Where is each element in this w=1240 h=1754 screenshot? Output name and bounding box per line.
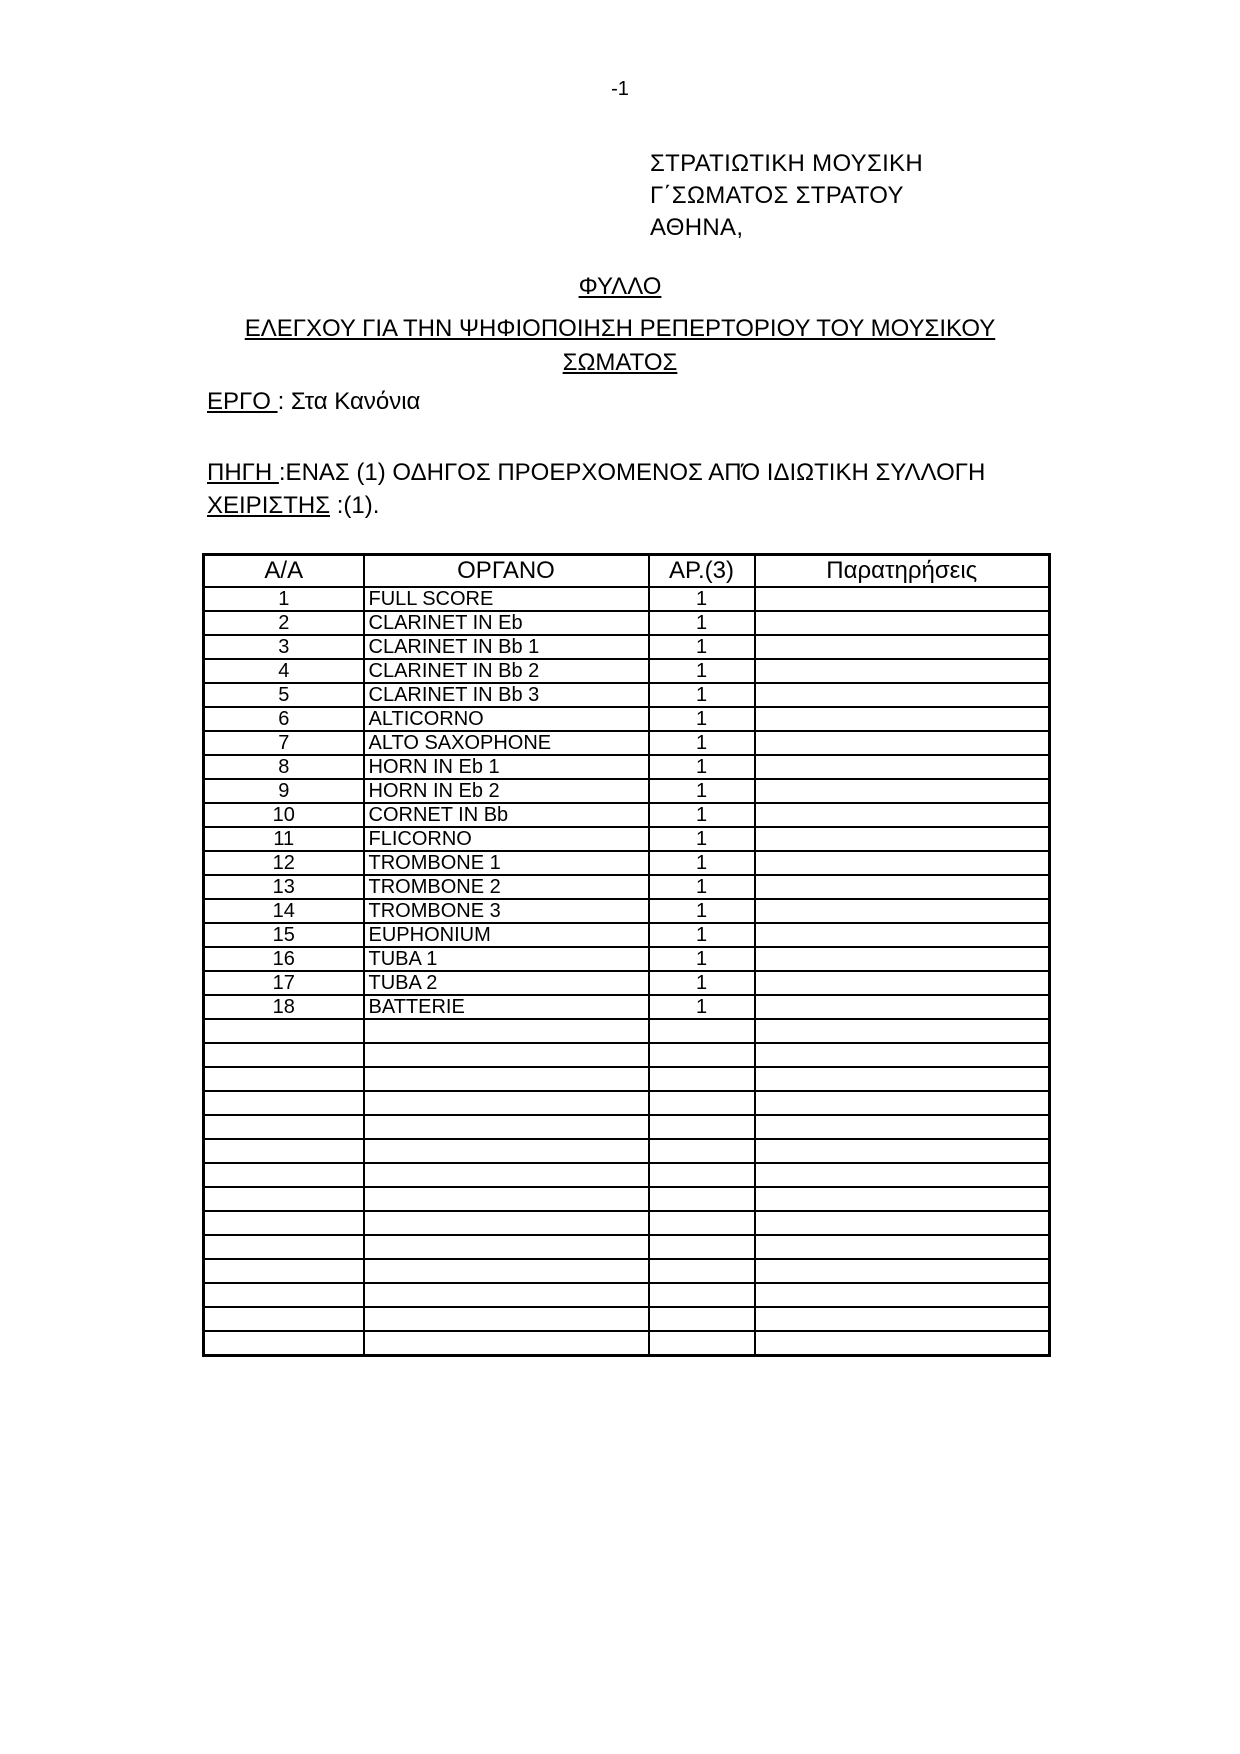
table-row <box>204 1211 1050 1235</box>
cell-instrument: FULL SCORE <box>364 587 649 611</box>
table-row <box>204 947 1050 971</box>
cell-notes <box>755 635 1050 659</box>
cell-notes <box>755 995 1050 1019</box>
cell-serial: 4 <box>204 659 364 683</box>
cell-instrument: EUPHONIUM <box>364 923 649 947</box>
cell-quantity <box>649 1067 755 1091</box>
cell-notes <box>755 875 1050 899</box>
cell-notes <box>755 827 1050 851</box>
cell-serial: 10 <box>204 803 364 827</box>
cell-instrument <box>364 1187 649 1211</box>
cell-instrument <box>364 1163 649 1187</box>
cell-instrument: TROMBONE 2 <box>364 875 649 899</box>
cell-notes <box>755 707 1050 731</box>
organization-line-2: Γ΄ΣΩΜΑΤΟΣ ΣΤΡΑΤΟΥ <box>650 182 904 209</box>
cell-notes <box>755 683 1050 707</box>
cell-quantity: 1 <box>649 731 755 755</box>
cell-quantity <box>649 1331 755 1356</box>
table-row <box>204 1163 1050 1187</box>
cell-quantity <box>649 1163 755 1187</box>
cell-notes <box>755 1019 1050 1043</box>
table-row <box>204 779 1050 803</box>
cell-quantity <box>649 1283 755 1307</box>
cell-notes <box>755 947 1050 971</box>
page-number: -1 <box>611 78 629 100</box>
cell-notes <box>755 587 1050 611</box>
table-row <box>204 1187 1050 1211</box>
cell-notes <box>755 755 1050 779</box>
cell-quantity: 1 <box>649 803 755 827</box>
cell-notes <box>755 1259 1050 1283</box>
cell-serial: 8 <box>204 755 364 779</box>
cell-notes <box>755 1043 1050 1067</box>
cell-instrument: CLARINET IN Eb <box>364 611 649 635</box>
table-row <box>204 803 1050 827</box>
cell-serial: 5 <box>204 683 364 707</box>
table-row <box>204 1067 1050 1091</box>
cell-serial: 6 <box>204 707 364 731</box>
source-field <box>207 457 985 489</box>
cell-quantity <box>649 1259 755 1283</box>
cell-instrument <box>364 1283 649 1307</box>
table-row <box>204 1091 1050 1115</box>
cell-serial <box>204 1067 364 1091</box>
table-row <box>204 683 1050 707</box>
organization-line-3: ΑΘΗΝΑ, <box>650 214 744 241</box>
table-row <box>204 1019 1050 1043</box>
cell-serial: 16 <box>204 947 364 971</box>
cell-quantity <box>649 1139 755 1163</box>
header-serial: Α/Α <box>204 555 364 588</box>
cell-quantity: 1 <box>649 875 755 899</box>
cell-notes <box>755 1163 1050 1187</box>
cell-instrument <box>364 1235 649 1259</box>
cell-quantity: 1 <box>649 683 755 707</box>
cell-notes <box>755 1331 1050 1356</box>
cell-serial <box>204 1235 364 1259</box>
cell-instrument: TROMBONE 3 <box>364 899 649 923</box>
operator-field <box>207 490 379 522</box>
cell-notes <box>755 611 1050 635</box>
cell-instrument: HORN IN Eb 2 <box>364 779 649 803</box>
work-value: : Στα Κανόνια <box>277 388 421 415</box>
cell-serial: 2 <box>204 611 364 635</box>
cell-instrument: ALTO SAXOPHONE <box>364 731 649 755</box>
cell-serial <box>204 1331 364 1356</box>
cell-serial <box>204 1307 364 1331</box>
cell-serial <box>204 1091 364 1115</box>
source-label: ΠΗΓΗ <box>207 459 279 486</box>
table-header-row <box>204 555 1050 588</box>
cell-instrument: HORN IN Eb 1 <box>364 755 649 779</box>
cell-serial <box>204 1259 364 1283</box>
cell-serial <box>204 1187 364 1211</box>
cell-instrument: CLARINET IN Bb 1 <box>364 635 649 659</box>
table-row <box>204 731 1050 755</box>
cell-instrument <box>364 1115 649 1139</box>
cell-notes <box>755 923 1050 947</box>
cell-instrument: ALTICORNO <box>364 707 649 731</box>
table-row <box>204 707 1050 731</box>
cell-notes <box>755 1067 1050 1091</box>
cell-quantity <box>649 1235 755 1259</box>
table-row <box>204 1235 1050 1259</box>
cell-serial: 18 <box>204 995 364 1019</box>
cell-instrument <box>364 1019 649 1043</box>
cell-notes <box>755 659 1050 683</box>
cell-instrument: BATTERIE <box>364 995 649 1019</box>
cell-quantity: 1 <box>649 779 755 803</box>
source-value: :ΕΝΑΣ (1) ΟΔΗΓΟΣ ΠΡΟΕΡΧΟΜΕΝΟΣ ΑΠΌ ΙΔΙΩΤΙΚΗ ΣΥΛΛΟΓΗ <box>278 459 986 486</box>
document-subtitle: ΕΛΕΓΧΟΥ ΓΙΑ ΤΗΝ ΨΗΦΙΟΠΟΙΗΣΗ ΡΕΠΕΡΤΟΡΙΟΥ ΤΟΥ ΜΟΥΣΙΚΟΥ ΣΩΜΑΤΟΣ <box>244 315 996 376</box>
cell-notes <box>755 1211 1050 1235</box>
cell-notes <box>755 1235 1050 1259</box>
cell-notes <box>755 1283 1050 1307</box>
cell-quantity: 1 <box>649 707 755 731</box>
operator-value: :(1). <box>330 492 380 519</box>
cell-instrument: CLARINET IN Bb 2 <box>364 659 649 683</box>
cell-quantity <box>649 1019 755 1043</box>
cell-instrument <box>364 1307 649 1331</box>
cell-instrument <box>364 1067 649 1091</box>
cell-quantity: 1 <box>649 923 755 947</box>
cell-notes <box>755 1115 1050 1139</box>
cell-instrument: FLICORNO <box>364 827 649 851</box>
table-row <box>204 635 1050 659</box>
cell-quantity <box>649 1211 755 1235</box>
cell-serial <box>204 1139 364 1163</box>
cell-quantity: 1 <box>649 995 755 1019</box>
cell-instrument <box>364 1331 649 1356</box>
cell-quantity: 1 <box>649 611 755 635</box>
cell-quantity: 1 <box>649 899 755 923</box>
table-row <box>204 1307 1050 1331</box>
cell-serial <box>204 1283 364 1307</box>
cell-serial <box>204 1163 364 1187</box>
table-row <box>204 827 1050 851</box>
cell-serial <box>204 1019 364 1043</box>
table-body <box>204 587 1050 1356</box>
cell-quantity: 1 <box>649 851 755 875</box>
table-row <box>204 611 1050 635</box>
table-row <box>204 1331 1050 1356</box>
table-row <box>204 851 1050 875</box>
cell-serial: 1 <box>204 587 364 611</box>
cell-quantity: 1 <box>649 971 755 995</box>
cell-instrument: TROMBONE 1 <box>364 851 649 875</box>
cell-notes <box>755 899 1050 923</box>
cell-quantity <box>649 1043 755 1067</box>
cell-serial: 17 <box>204 971 364 995</box>
cell-quantity: 1 <box>649 635 755 659</box>
cell-serial: 14 <box>204 899 364 923</box>
table-row <box>204 1259 1050 1283</box>
cell-serial <box>204 1211 364 1235</box>
header-instrument: ΟΡΓΑΝΟ <box>364 555 649 588</box>
organization-line-1: ΣΤΡΑΤΙΩΤΙΚΗ ΜΟΥΣΙΚΗ <box>650 150 923 177</box>
operator-label: ΧΕΙΡΙΣΤΗΣ <box>207 492 331 519</box>
table-row <box>204 971 1050 995</box>
cell-instrument <box>364 1091 649 1115</box>
table-row <box>204 923 1050 947</box>
cell-quantity: 1 <box>649 587 755 611</box>
table-row <box>204 899 1050 923</box>
cell-quantity: 1 <box>649 947 755 971</box>
header-quantity: ΑΡ.(3) <box>649 555 755 588</box>
cell-notes <box>755 779 1050 803</box>
instrument-checklist-table <box>202 553 1051 1357</box>
cell-serial: 9 <box>204 779 364 803</box>
work-label: ΕΡΓΟ <box>207 388 278 415</box>
cell-serial: 3 <box>204 635 364 659</box>
organization-block <box>650 148 923 244</box>
cell-notes <box>755 1187 1050 1211</box>
cell-instrument: CORNET IN Bb <box>364 803 649 827</box>
cell-instrument: CLARINET IN Bb 3 <box>364 683 649 707</box>
cell-notes <box>755 731 1050 755</box>
cell-notes <box>755 1307 1050 1331</box>
table-row <box>204 995 1050 1019</box>
cell-quantity: 1 <box>649 659 755 683</box>
table-row <box>204 1139 1050 1163</box>
cell-notes <box>755 1139 1050 1163</box>
cell-instrument <box>364 1259 649 1283</box>
document-title <box>0 270 1240 304</box>
cell-serial <box>204 1043 364 1067</box>
cell-quantity <box>649 1115 755 1139</box>
cell-serial: 15 <box>204 923 364 947</box>
cell-serial: 11 <box>204 827 364 851</box>
cell-quantity: 1 <box>649 755 755 779</box>
cell-quantity <box>649 1187 755 1211</box>
cell-serial: 13 <box>204 875 364 899</box>
cell-notes <box>755 971 1050 995</box>
cell-quantity <box>649 1091 755 1115</box>
cell-quantity: 1 <box>649 827 755 851</box>
cell-instrument <box>364 1211 649 1235</box>
table-row <box>204 875 1050 899</box>
table-row <box>204 755 1050 779</box>
cell-instrument: TUBA 1 <box>364 947 649 971</box>
cell-quantity <box>649 1307 755 1331</box>
table-row <box>204 1043 1050 1067</box>
cell-notes <box>755 1091 1050 1115</box>
table-row <box>204 1115 1050 1139</box>
cell-notes <box>755 803 1050 827</box>
table-row <box>204 659 1050 683</box>
cell-instrument <box>364 1043 649 1067</box>
cell-notes <box>755 851 1050 875</box>
header-notes: Παρατηρήσεις <box>755 555 1050 588</box>
cell-serial: 12 <box>204 851 364 875</box>
cell-serial: 7 <box>204 731 364 755</box>
cell-instrument <box>364 1139 649 1163</box>
cell-serial <box>204 1115 364 1139</box>
document-title-text: ΦΥΛΛΟ <box>578 273 662 300</box>
table-row <box>204 1283 1050 1307</box>
cell-instrument: TUBA 2 <box>364 971 649 995</box>
work-field <box>207 386 420 418</box>
table-row <box>204 587 1050 611</box>
